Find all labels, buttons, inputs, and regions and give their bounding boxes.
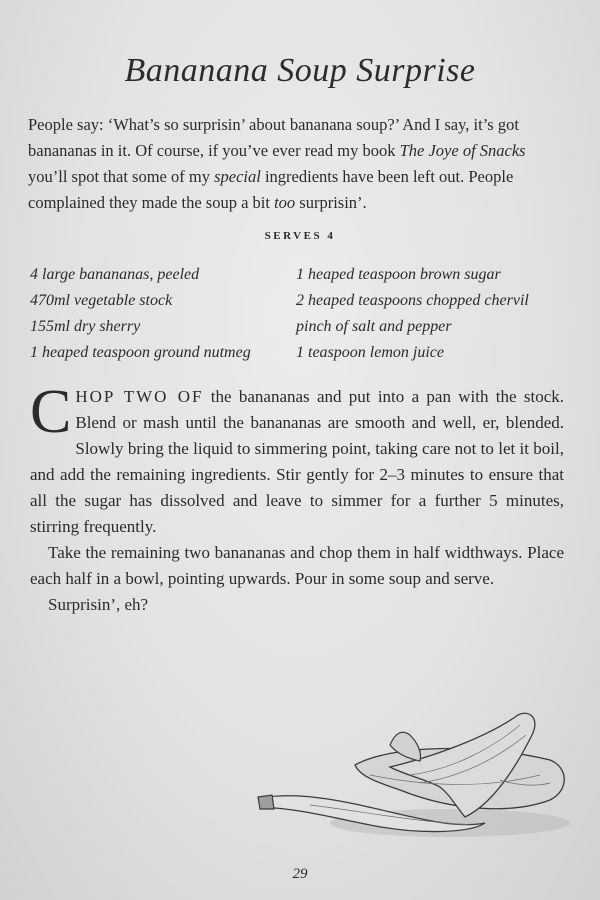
ingredients-left-column (30, 262, 290, 366)
banana-stem (258, 795, 274, 809)
ingredients-right-column (296, 262, 576, 366)
ingredient-item: pinch of salt and pepper (296, 318, 452, 335)
emphasis-too: too (274, 193, 296, 212)
intro-text-1: People say: ‘What’s so surprisin’ about bananana soup?’ And I say, it’s got banananas in it. Of course, if you’ve ever read my book (28, 115, 519, 160)
ingredient-item: 1 teaspoon lemon juice (296, 344, 444, 361)
banana-peel-illustration (250, 705, 580, 845)
intro-paragraph (28, 112, 568, 216)
recipe-title: Bananana Soup Surprise (124, 52, 476, 89)
drop-cap: C (30, 378, 72, 446)
serves-heading: SERVES 4 (264, 230, 336, 242)
method-paragraph-1 (30, 378, 565, 540)
ingredient-item: 2 heaped teaspoons chopped chervil (296, 292, 529, 309)
page-number: 29 (292, 866, 308, 882)
emphasis-special: special (214, 167, 261, 186)
intro-text-2: you’ll spot that some of my (28, 167, 215, 186)
ingredient-item: 470ml vegetable stock (30, 292, 173, 309)
intro-text-3: ingredients have been left out. People complained they made the soup a bit (28, 167, 514, 212)
ingredient-item: 1 heaped teaspoon ground nutmeg (30, 344, 251, 361)
method-paragraph-1-text: the banananas and put into a pan with the stock. Blend or mash until the banananas are smooth and well, er, blended. Slowly bring the liquid to simmering point, taking care not to let it boil, and add the remaining ingredients. Stir gently for 2–3 minutes to ensure that all the sugar has dissolved and leave to simmer for a further 5 minutes, stirring frequently. (30, 387, 565, 536)
method-paragraph-3: Surprisin’, eh? (48, 595, 149, 614)
method-paragraph-2: Take the remaining two banananas and chop them in half widthways. Place each half in a bowl, pointing upwards. Pour in some soup and serve. (30, 543, 564, 588)
ingredient-item: 4 large banananas, peeled (30, 266, 200, 283)
book-title: The Joye of Snacks (399, 141, 526, 160)
intro-text-4: surprisin’. (295, 193, 367, 212)
opening-small-caps: HOP TWO OF (75, 387, 204, 406)
method-text (30, 378, 565, 618)
ingredient-item: 155ml dry sherry (30, 318, 141, 335)
ingredient-item: 1 heaped teaspoon brown sugar (296, 266, 501, 283)
